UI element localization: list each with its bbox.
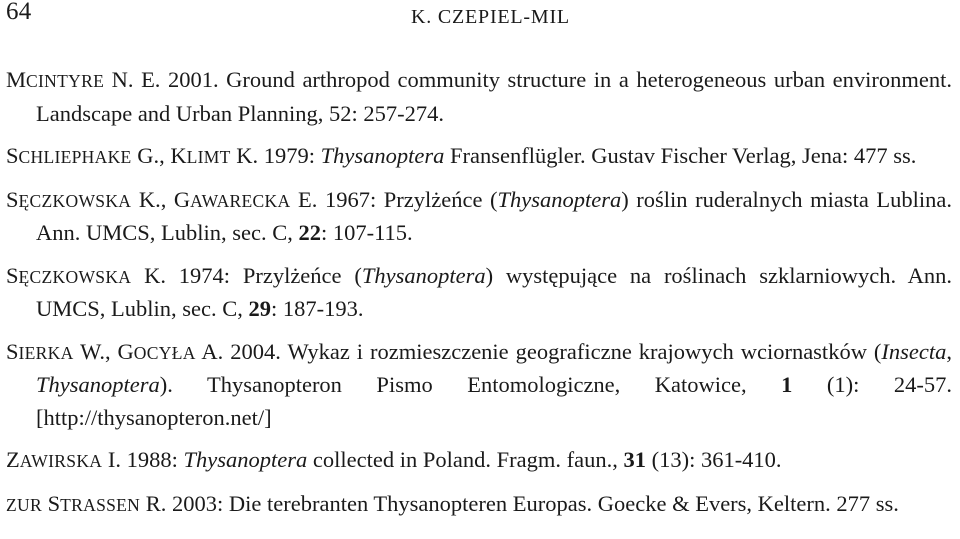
reference-list: [6, 64, 952, 521]
reference-entry: ZUR STRASSEN R. 2003: Die terebranten Thysanopteren Europas. Goecke & Evers, Keltern. 277 ss.: [6, 490, 899, 516]
taxon-name: Thysanoptera: [497, 186, 622, 212]
reference-entry: SĘCZKOWSKA K., GAWARECKA E. 1967: Przylżeńce (Thysanoptera) roślin ruderalnych miasta Lublina. Ann. UMCS, Lublin, sec. C, 22: 107-115.: [6, 186, 952, 245]
volume-number: 29: [248, 296, 272, 321]
author-surname: KLIMT: [170, 143, 231, 168]
author-surname: GOCYŁA: [117, 338, 196, 364]
taxon-name: Thysanoptera: [361, 262, 486, 288]
author-surname: SĘCZKOWSKA: [6, 186, 132, 212]
reference-entry: [6, 64, 952, 130]
reference-entry: SCHLIEPHAKE G., KLIMT K. 1979: Thysanoptera Fransenflügler. Gustav Fischer Verlag, Jena: 477 ss.: [6, 143, 917, 168]
reference-entry: SĘCZKOWSKA K. 1974: Przylżeńce (Thysanoptera) występujące na roślinach szklarniowych. Ann. UMCS, Lublin, sec. C, 29: 187-193.: [6, 262, 953, 321]
author-surname: ZUR STRASSEN: [6, 490, 141, 516]
volume-number: 22: [298, 220, 322, 245]
volume-number: 1: [781, 372, 793, 397]
taxon-name: Thysanoptera: [36, 372, 160, 397]
author-surname: ZAWIRSKA: [6, 447, 103, 472]
reference-entry: ZAWIRSKA I. 1988: Thysanoptera collected in Poland. Fragm. faun., 31 (13): 361-410.: [6, 447, 782, 472]
reference-text: N. E. 2001. Ground arthropod community structure in a heterogeneous urban environment. Landscape and Urban Planning, 52: 257-274.: [36, 67, 952, 126]
taxon-name: Insecta: [881, 338, 947, 364]
volume-number: 31: [623, 447, 646, 472]
author-surname: GAWARECKA: [173, 186, 291, 212]
page-header: [6, 0, 954, 36]
reference-entry: SIERKA W., GOCYŁA A. 2004. Wykaz i rozmieszczenie geograficzne krajowych wciornastków (Insecta, Thysanoptera). Thysanopteron Pismo Entomologiczne, Katowice, 1 (1): 24-57. [http://thysanopteron.net/]: [6, 338, 953, 430]
author-surname: SIERKA: [6, 338, 74, 364]
author-surname: MCINTYRE: [6, 67, 105, 92]
author-surname: SCHLIEPHAKE: [6, 143, 132, 168]
taxon-name: Thysanoptera: [183, 447, 308, 472]
running-head: K. CZEPIEL-MIL: [411, 6, 570, 28]
page-number: 64: [6, 0, 32, 25]
author-surname: SĘCZKOWSKA: [6, 262, 132, 288]
taxon-name: Thysanoptera: [320, 143, 445, 168]
